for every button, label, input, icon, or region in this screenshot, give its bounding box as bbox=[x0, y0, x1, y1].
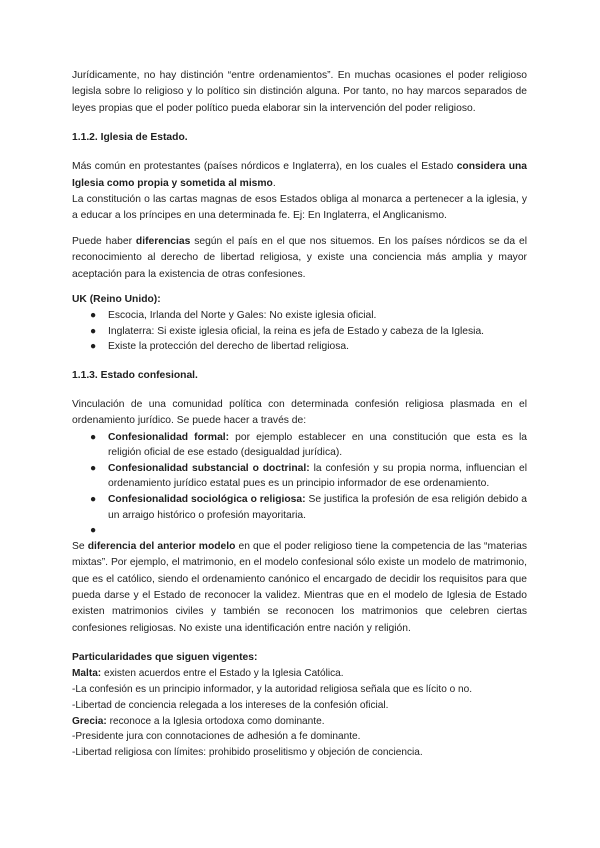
bullet-icon: ● bbox=[90, 431, 97, 443]
confesionalidad-list bbox=[72, 430, 527, 539]
list-item: ● Inglaterra: Si existe iglesia oficial, la reina es jefa de Estado y cabeza de la Iglesia. bbox=[72, 324, 527, 340]
malta-detail-2: -Libertad de conciencia relegada a los intereses de la confesión oficial. bbox=[72, 699, 389, 711]
list-item: ● Existe la protección del derecho de libertad religiosa. bbox=[72, 339, 527, 355]
list-item: ● Confesionalidad substancial o doctrinal: la confesión y su propia norma, influencian el ordenamiento jurídico estatal pues es un principio informador de ese ordenamiento. bbox=[90, 462, 528, 490]
heading-particularidades: Particularidades que siguen vigentes: bbox=[72, 652, 258, 664]
document-page bbox=[72, 68, 527, 761]
iglesia-estado-paragraph-2: La constitución o las cartas magnas de esos Estados obliga al monarca a pertenecer a la iglesia, y a educar a los príncipes en una determinada fe. Ej: En Inglaterra, el Anglicanismo. bbox=[72, 194, 527, 222]
heading-iglesia-de-estado: 1.1.2. Iglesia de Estado. bbox=[72, 132, 188, 144]
estado-confesional-paragraph-2: Se diferencia del anterior modelo en que el poder religioso tiene la competencia de las “materias mixtas”. Por ejemplo, el matrimonio, en el modelo confesional sólo existe un modelo de matrimonio, que es el católico, siendo el ordenamiento canónico el encargado de decidir los requisitos para que pueda darse y el Estado de reconocer la validez. Mientras que en el modelo de Iglesia de Estado existen matrimonios civiles y también se reconocen los matrimonios que celebren ciertas confesiones religiosas. No existe una identificación entre nación y religión. bbox=[72, 540, 527, 634]
bullet-icon: ● bbox=[90, 310, 97, 322]
bullet-icon: ● bbox=[90, 525, 97, 537]
malta-detail-1: -La confesión es un principio informador, y la autoridad religiosa señala que es lícito o no. bbox=[72, 684, 473, 696]
iglesia-estado-paragraph-1: Más común en protestantes (países nórdicos e Inglaterra), en los cuales el Estado considera una Iglesia como propia y sometida al mismo. bbox=[72, 161, 528, 189]
intro-paragraph: Jurídicamente, no hay distinción “entre ordenamientos”. En muchas ocasiones el poder religioso legisla sobre lo religioso y lo político sin distinción alguna. Por tanto, no hay marcos separados de leyes propias que el poder político pueda elaborar sin la intervención del poder religioso. bbox=[72, 70, 527, 114]
list-item: ● Confesionalidad formal: por ejemplo establecer en una constitución que esta es la religión oficial de ese estado (desigualdad jurídica). bbox=[90, 431, 527, 459]
bullet-icon: ● bbox=[90, 462, 97, 474]
uk-list bbox=[72, 308, 527, 355]
bullet-icon: ● bbox=[90, 325, 97, 337]
grecia-line: Grecia: reconoce a la Iglesia ortodoxa como dominante. bbox=[72, 715, 325, 727]
bullet-icon: ● bbox=[90, 341, 97, 353]
malta-line: Malta: existen acuerdos entre el Estado y la Iglesia Católica. bbox=[72, 668, 344, 680]
grecia-detail-2: -Libertad religiosa con límites: prohibido proselitismo y objeción de conciencia. bbox=[72, 747, 423, 759]
uk-heading: UK (Reino Unido): bbox=[72, 294, 161, 306]
grecia-detail-1: -Presidente jura con connotaciones de adhesión a fe dominante. bbox=[72, 731, 361, 743]
list-item: ● Confesionalidad sociológica o religiosa: Se justifica la profesión de esa religión debido a un arraigo histórico o profesión mayoritaria. bbox=[90, 494, 528, 521]
bullet-icon: ● bbox=[90, 494, 97, 506]
list-item: ● Escocia, Irlanda del Norte y Gales: No existe iglesia oficial. bbox=[72, 308, 527, 324]
iglesia-estado-paragraph-3: Puede haber diferencias según el país en el que nos situemos. En los países nórdicos se da el reconocimiento al derecho de libertad religiosa, y existe una conciencia más amplia y mayor aceptación para la existencia de otras confesiones. bbox=[72, 235, 527, 280]
estado-confesional-paragraph-1: Vinculación de una comunidad política con determinada confesión religiosa plasmada en el ordenamiento jurídico. Se puede hacer a través de: bbox=[72, 398, 527, 427]
heading-estado-confesional: 1.1.3. Estado confesional. bbox=[72, 369, 198, 381]
list-item bbox=[72, 523, 527, 539]
